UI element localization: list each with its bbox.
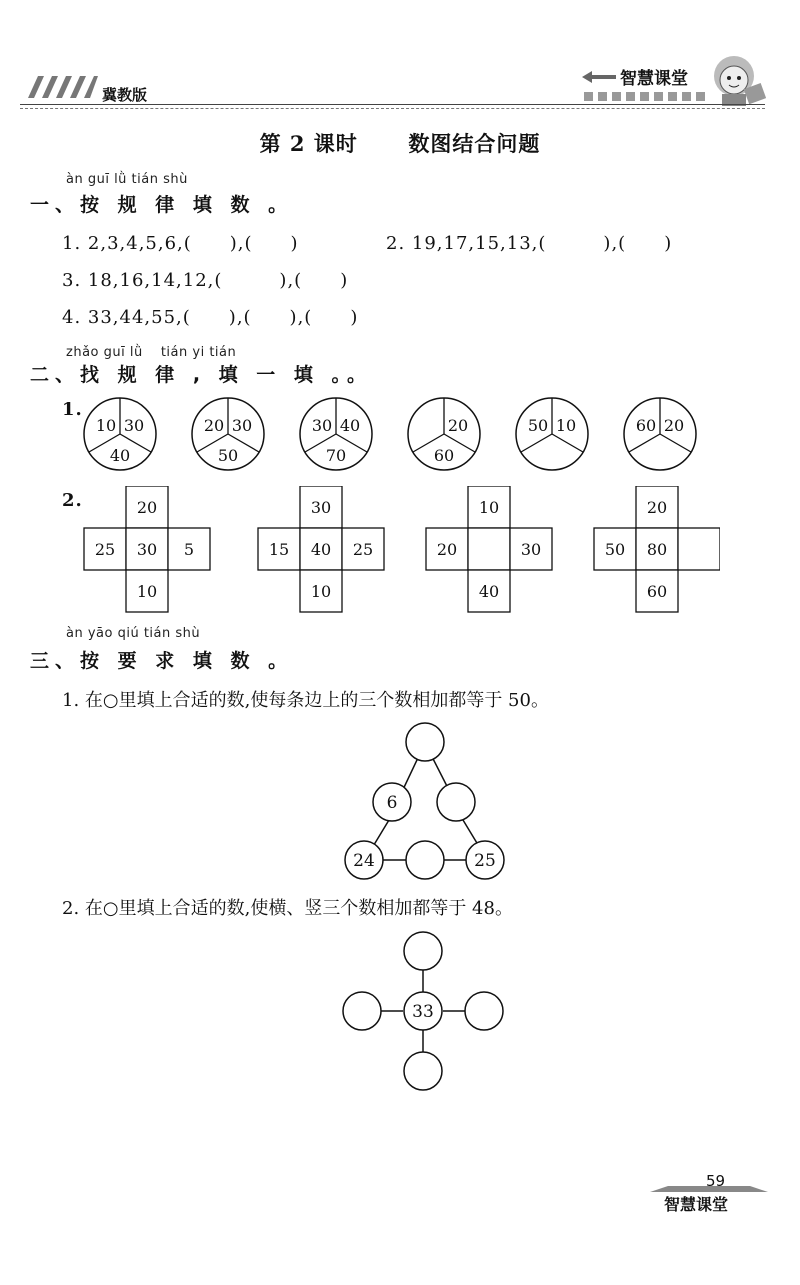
- pie-value-top-right: 30: [123, 416, 145, 435]
- girl-mascot-icon: [704, 52, 766, 108]
- cross-value-left: 50: [604, 540, 626, 559]
- plus-center-value: 33: [412, 1002, 434, 1022]
- cross-value-bottom: 10: [310, 582, 332, 601]
- circles-diagram: [78, 394, 718, 480]
- plus-circle-left[interactable]: [343, 992, 381, 1030]
- pie-circle-4: [408, 398, 480, 470]
- footer-brand: 智慧课堂: [664, 1195, 729, 1214]
- section3-q2: 2. 在○里填上合适的数,使横、竖三个数相加都等于 48。: [62, 898, 513, 919]
- section2-pinyin: zhǎo guī lǜ tián yi tián: [66, 345, 237, 360]
- cross-grid-1: [84, 486, 210, 612]
- triangle-bottom-right-value: 25: [474, 851, 496, 871]
- lesson-topic: 数图结合问题: [408, 131, 541, 156]
- pie-value-bottom: 50: [217, 446, 239, 465]
- cross-value-top: 10: [478, 498, 500, 517]
- triangle-bottom-left-value: 24: [353, 851, 375, 871]
- cross-value-center: 30: [136, 540, 158, 559]
- plus-circle-bottom[interactable]: [404, 1052, 442, 1090]
- triangle-left-mid-value: 6: [386, 793, 398, 813]
- section1-q1: 1. 2,3,4,5,6,( ),( ): [62, 233, 299, 254]
- cross-value-right: 25: [352, 540, 374, 559]
- cross-grid-4: [594, 486, 720, 612]
- cross-value-top: 30: [310, 498, 332, 517]
- pie-value-bottom: 70: [325, 446, 347, 465]
- pie-value-bottom: 40: [109, 446, 131, 465]
- pie-circle-5: [516, 398, 588, 470]
- page-number: 59: [706, 1172, 726, 1190]
- section3-pinyin: àn yāo qiú tián shù: [66, 626, 201, 641]
- pie-value-top-left: 50: [527, 416, 549, 435]
- arrow-left-icon: [582, 70, 616, 84]
- lesson-number: 第 2 课时: [259, 131, 358, 156]
- pie-value-top-left: 20: [203, 416, 225, 435]
- pie-circle-2: [192, 398, 264, 470]
- section3-title: 三、按 要 求 填 数 。: [30, 650, 294, 672]
- pie-value-bottom: 60: [433, 446, 455, 465]
- pie-circle-3: [300, 398, 372, 470]
- triangle-diagram: [330, 716, 510, 884]
- plus-circle-top[interactable]: [404, 932, 442, 970]
- edition-label: 冀教版: [102, 86, 148, 104]
- section3-q1: 1. 在○里填上合适的数,使每条边上的三个数相加都等于 50。: [62, 690, 549, 711]
- pie-circle-6: [624, 398, 696, 470]
- pie-value-top-left: 60: [635, 416, 657, 435]
- header-blocks-decoration: [584, 90, 714, 102]
- pie-value-top-left: 30: [311, 416, 333, 435]
- pie-value-top-right: 30: [231, 416, 253, 435]
- cross-value-top: 20: [136, 498, 158, 517]
- section2-part2-label: 2.: [62, 490, 83, 511]
- section2-part1-label: 1.: [62, 399, 83, 420]
- pie-value-top-right: 40: [339, 416, 361, 435]
- pie-value-top-left: 10: [95, 416, 117, 435]
- cross-grid-3: [426, 486, 552, 612]
- cross-value-bottom: 40: [478, 582, 500, 601]
- section1-q3: 3. 18,16,14,12,( ),( ): [62, 270, 349, 291]
- triangle-circle-right-mid[interactable]: [437, 783, 475, 821]
- cross-value-right: 30: [520, 540, 542, 559]
- cross-value-top: 20: [646, 498, 668, 517]
- cross-value-bottom: 10: [136, 582, 158, 601]
- header-rule: [20, 104, 765, 105]
- crosses-diagram: [80, 486, 720, 614]
- plus-diagram: [330, 922, 520, 1094]
- cross-value-left: 20: [436, 540, 458, 559]
- cross-cell-right[interactable]: [678, 528, 720, 570]
- pie-value-top-right: 20: [663, 416, 685, 435]
- cross-grid-2: [258, 486, 384, 612]
- cross-value-center: 40: [310, 540, 332, 559]
- pie-value-top-right: 20: [447, 416, 469, 435]
- cross-value-right: 5: [183, 540, 195, 559]
- section2-title: 二、找 规 律 , 填 一 填 。。: [30, 364, 373, 386]
- cross-cell-center[interactable]: [468, 528, 510, 570]
- cross-value-left: 15: [268, 540, 290, 559]
- section1-q2: 2. 19,17,15,13,( ),( ): [386, 233, 673, 254]
- cross-value-center: 80: [646, 540, 668, 559]
- pie-circle-1: [84, 398, 156, 470]
- triangle-circle-bottom-mid[interactable]: [406, 841, 444, 879]
- lesson-title: [0, 128, 800, 158]
- section1-pinyin: àn guī lǜ tián shù: [66, 172, 188, 187]
- section1-q4: 4. 33,44,55,( ),( ),( ): [62, 307, 359, 328]
- section1-title: 一、按 规 律 填 数 。: [30, 194, 294, 216]
- triangle-circle-top[interactable]: [406, 723, 444, 761]
- cross-value-bottom: 60: [646, 582, 668, 601]
- plus-circle-right[interactable]: [465, 992, 503, 1030]
- header-dashed-rule: [20, 108, 765, 109]
- header-brand: 智慧课堂: [620, 69, 688, 89]
- pie-value-top-right: 10: [555, 416, 577, 435]
- header-stripes-decoration: [28, 76, 98, 98]
- cross-value-left: 25: [94, 540, 116, 559]
